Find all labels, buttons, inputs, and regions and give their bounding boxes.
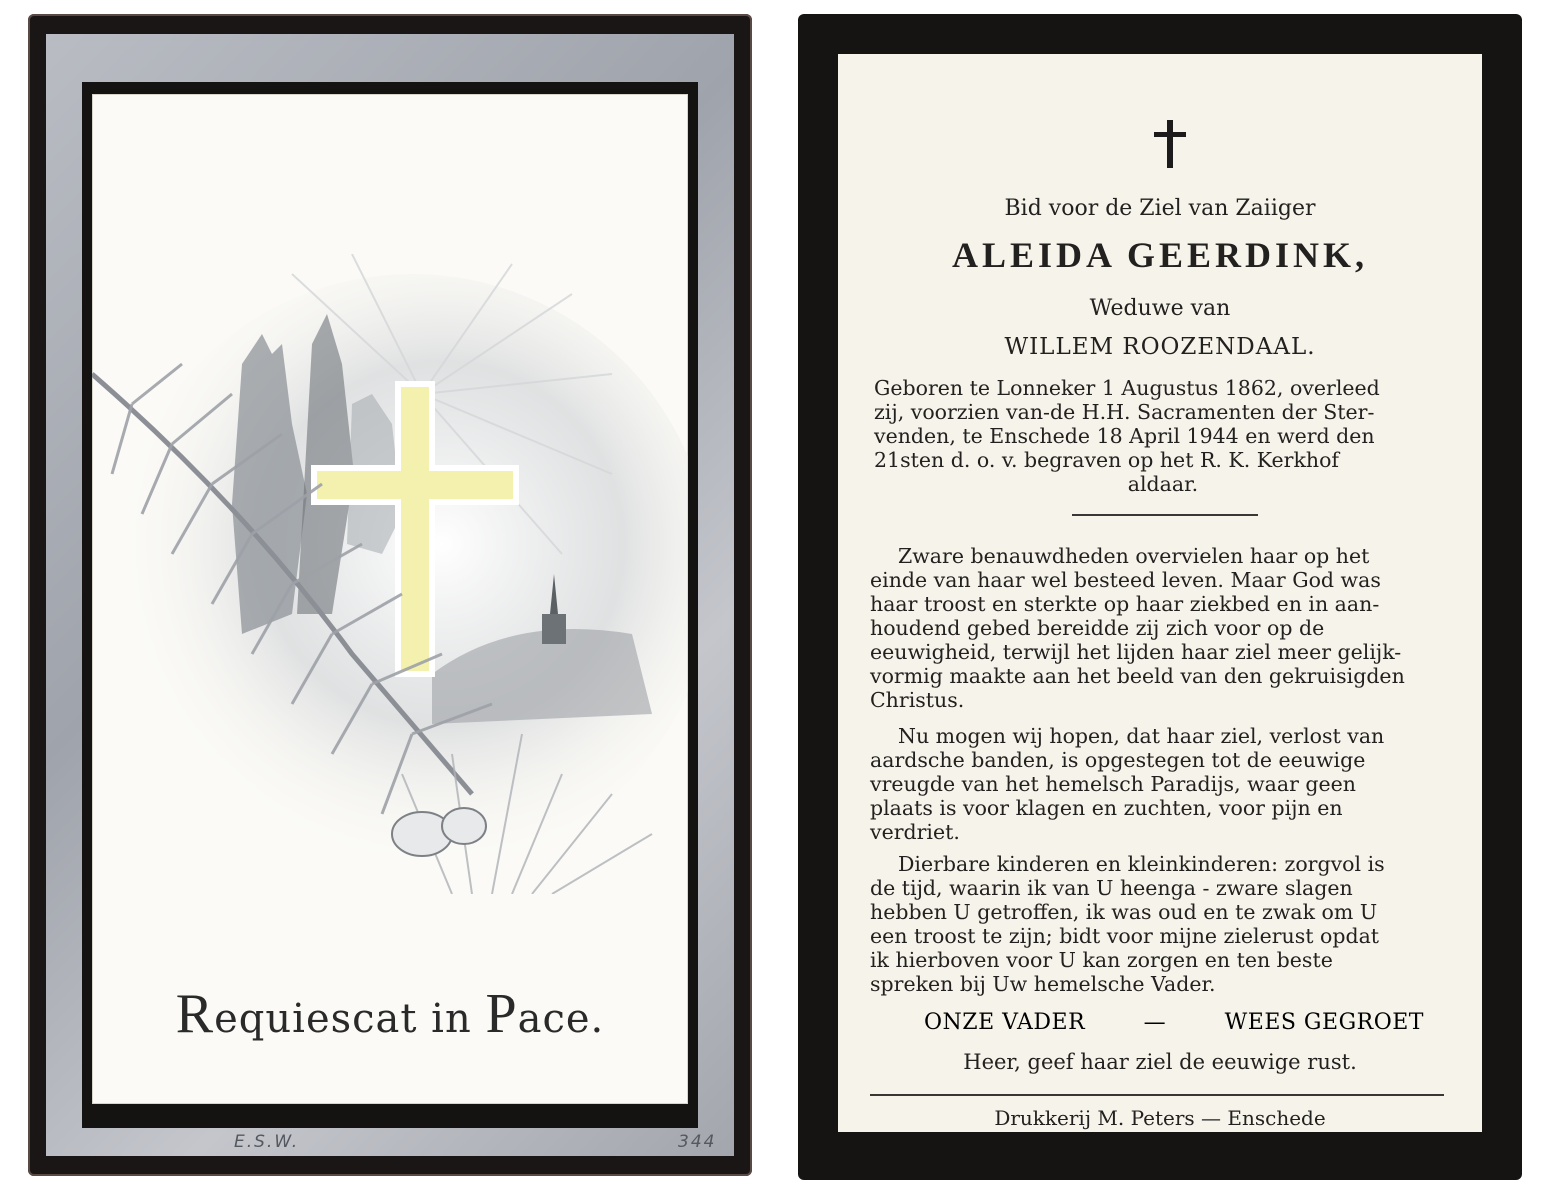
divider (1072, 514, 1258, 516)
relation-line: Weduwe van (1089, 296, 1231, 321)
text-line: Nu mogen wij hopen, dat haar ziel, verlost van (898, 724, 1385, 748)
footer-divider (870, 1094, 1444, 1096)
title-text-1: equiescat in (214, 996, 486, 1042)
memorial-card-back (798, 14, 1522, 1180)
text-line: aldaar. (1127, 472, 1199, 496)
text-line: eeuwigheid, terwijl het lijden haar ziel meer gelijk- (870, 640, 1402, 664)
text-line: haar troost en sterkte op haar ziekbed en in aan- (870, 592, 1380, 616)
deceased-name: ALEIDA GEERDINK, (951, 235, 1369, 275)
text-line: vormig maakte aan het beeld van den gekruisigden (870, 664, 1405, 688)
text-line: hebben U getroffen, ik was oud en te zwak om U (870, 900, 1378, 924)
black-inner-border (82, 82, 717, 1152)
prayer-separator: — (1143, 1010, 1167, 1035)
text-line: zij, voorzien van-de H.H. Sacramenten der Ster- (874, 400, 1375, 424)
paragraph-hope (870, 724, 1452, 844)
text-line: vreugde van het hemelsch Paradijs, waar geen (870, 772, 1357, 796)
cross-palm-illustration (92, 254, 688, 894)
text-line: spreken bij Uw hemelsche Vader. (870, 972, 1216, 996)
text-line: Zware benauwdheden overvielen haar op het (898, 544, 1370, 568)
text-line: verdriet. (870, 820, 960, 844)
paragraph-suffering (870, 544, 1452, 712)
ornate-initial-p: P (485, 983, 518, 1045)
memorial-card-front (28, 14, 752, 1176)
final-prayer: Heer, geef haar ziel de eeuwige rust. (963, 1050, 1357, 1074)
text-line: einde van haar wel besteed leven. Maar God was (870, 568, 1381, 592)
text-line: Christus. (870, 688, 965, 712)
printer-line: Drukkerij M. Peters — Enschede (994, 1106, 1326, 1130)
text-line: venden, te Enschede 18 April 1944 en werd den (874, 424, 1375, 448)
text-line: de tijd, waarin ik van U heenga - zware slagen (870, 876, 1353, 900)
text-line: 21sten d. o. v. begraven op het R. K. Kerkhof (874, 448, 1340, 472)
card-number: 344 (678, 1132, 717, 1152)
intro-line: Bid voor de Ziel van Zaiiger (1004, 196, 1316, 221)
text-line: aardsche banden, is opgestegen tot de eeuwige (870, 748, 1366, 772)
text-line: Dierbare kinderen en kleinkinderen: zorgvol is (898, 852, 1385, 876)
card-front-panel (92, 94, 717, 1152)
requiescat-in-pace-title (92, 982, 688, 1046)
card-text-page (838, 54, 1482, 1132)
cross-icon (1150, 120, 1190, 168)
birth-death-paragraph (870, 376, 1452, 496)
text-line: Geboren te Lonneker 1 Augustus 1862, overleed (874, 376, 1380, 400)
ornate-initial-r: R (175, 983, 215, 1045)
text-line: ik hierboven voor U kan zorgen en ten beste (870, 948, 1333, 972)
silver-border (46, 34, 734, 1156)
publisher-mark: E.S.W. (234, 1132, 300, 1152)
text-line: plaats is voor klagen en zuchten, voor pijn en (870, 796, 1343, 820)
text-line: houdend gebed bereidde zij zich voor op de (870, 616, 1325, 640)
prayer-line (924, 1010, 1424, 1035)
prayer-hail-mary: WEES GEGROET (1224, 1010, 1424, 1035)
prayer-our-father: ONZE VADER (924, 1010, 1086, 1035)
spouse-name: WILLEM ROOZENDAAL. (1004, 334, 1316, 360)
text-line: een troost te zijn; bidt voor mijne zielerust opdat (870, 924, 1380, 948)
paragraph-farewell (870, 852, 1452, 996)
title-text-2: ace. (517, 996, 605, 1042)
